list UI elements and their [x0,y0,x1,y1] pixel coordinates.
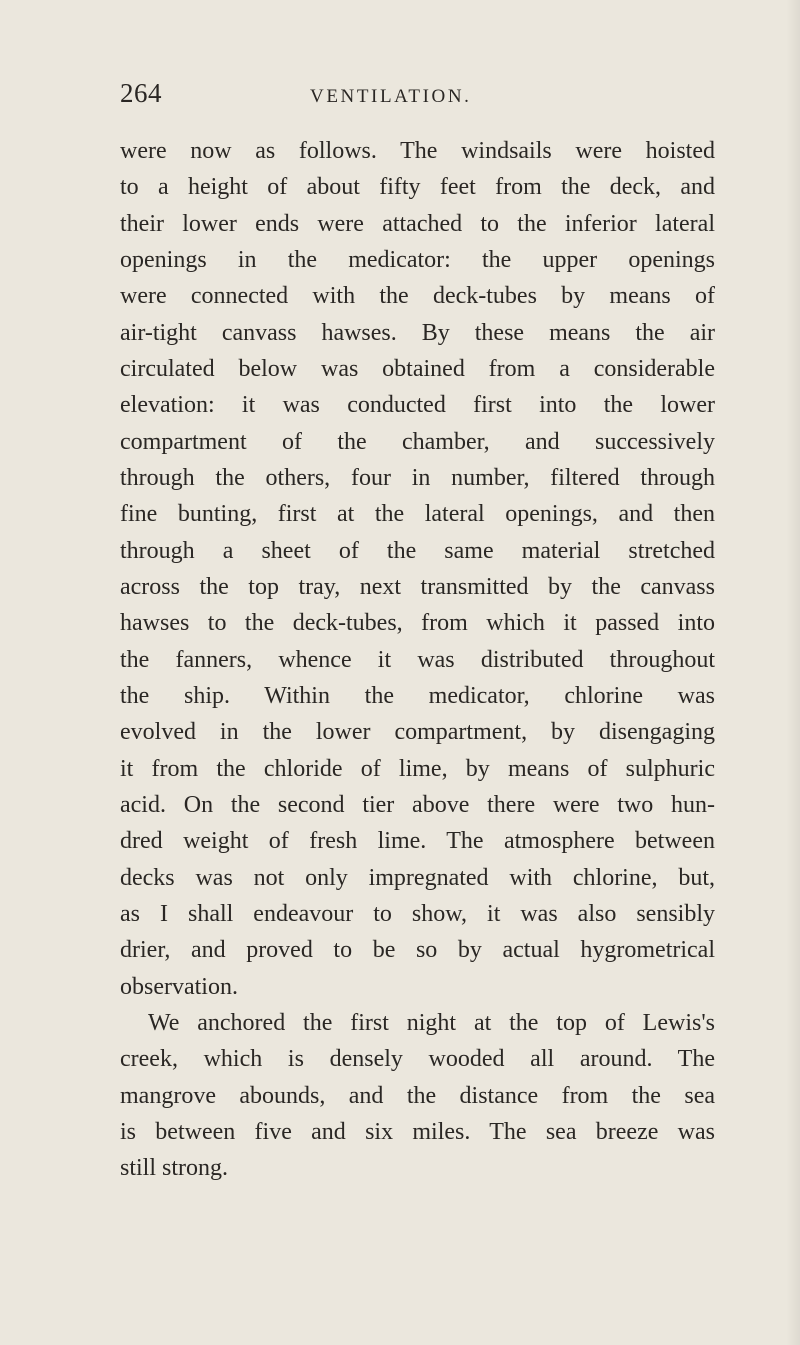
text-line: hawses to the deck-tubes, from which it passed into [120,610,715,637]
text-line: were connected with the deck-tubes by means of [120,283,715,310]
page-number: 264 [120,78,162,108]
text-line: openings in the medicator: the upper openings [120,246,715,273]
text-line: observation. [120,973,238,1000]
text-line: it from the chloride of lime, by means of sulphuric [120,755,715,782]
text-line: decks was not only impregnated with chlorine, but, [120,864,715,891]
text-line: as I shall endeavour to show, it was also sensibly [120,900,715,927]
text-line: fine bunting, first at the lateral openings, and then [120,501,715,528]
paragraph-2 [120,1005,715,1187]
page-edge-shadow [786,0,800,1345]
text-line: acid. On the second tier above there were two hun- [120,791,715,818]
text-line: drier, and proved to be so by actual hygrometrical [120,937,715,964]
text-line: compartment of the chamber, and successively [120,428,715,455]
text-line: creek, which is densely wooded all around. The [120,1046,715,1073]
body-text [120,133,715,1187]
text-line: to a height of about fifty feet from the deck, and [120,174,715,201]
text-line: still strong. [120,1155,229,1182]
text-line: elevation: it was conducted first into the lower [120,392,715,419]
text-line: dred weight of fresh lime. The atmosphere between [120,828,715,855]
text-line: mangrove abounds, and the distance from the sea [120,1082,715,1109]
text-line: circulated below was obtained from a considerable [120,355,715,382]
text-line: is between five and six miles. The sea breeze was [120,1118,715,1145]
text-line: the fanners, whence it was distributed throughout [120,646,715,673]
running-head [120,72,720,112]
text-line: air-tight canvass hawses. By these means the air [120,319,715,346]
text-line: their lower ends were attached to the inferior lateral [120,210,715,237]
running-title: VENTILATION. [310,86,472,107]
text-line: the ship. Within the medicator, chlorine was [120,682,715,709]
text-line: were now as follows. The windsails were hoisted [120,138,715,164]
text-line: through a sheet of the same material stretched [120,537,715,564]
text-line: We anchored the first night at the top of Lewis's [148,1009,715,1036]
text-line: across the top tray, next transmitted by the canvass [120,573,715,600]
paragraph-1 [120,133,715,1005]
text-line: through the others, four in number, filtered through [120,464,715,491]
text-line: evolved in the lower compartment, by disengaging [120,719,715,746]
